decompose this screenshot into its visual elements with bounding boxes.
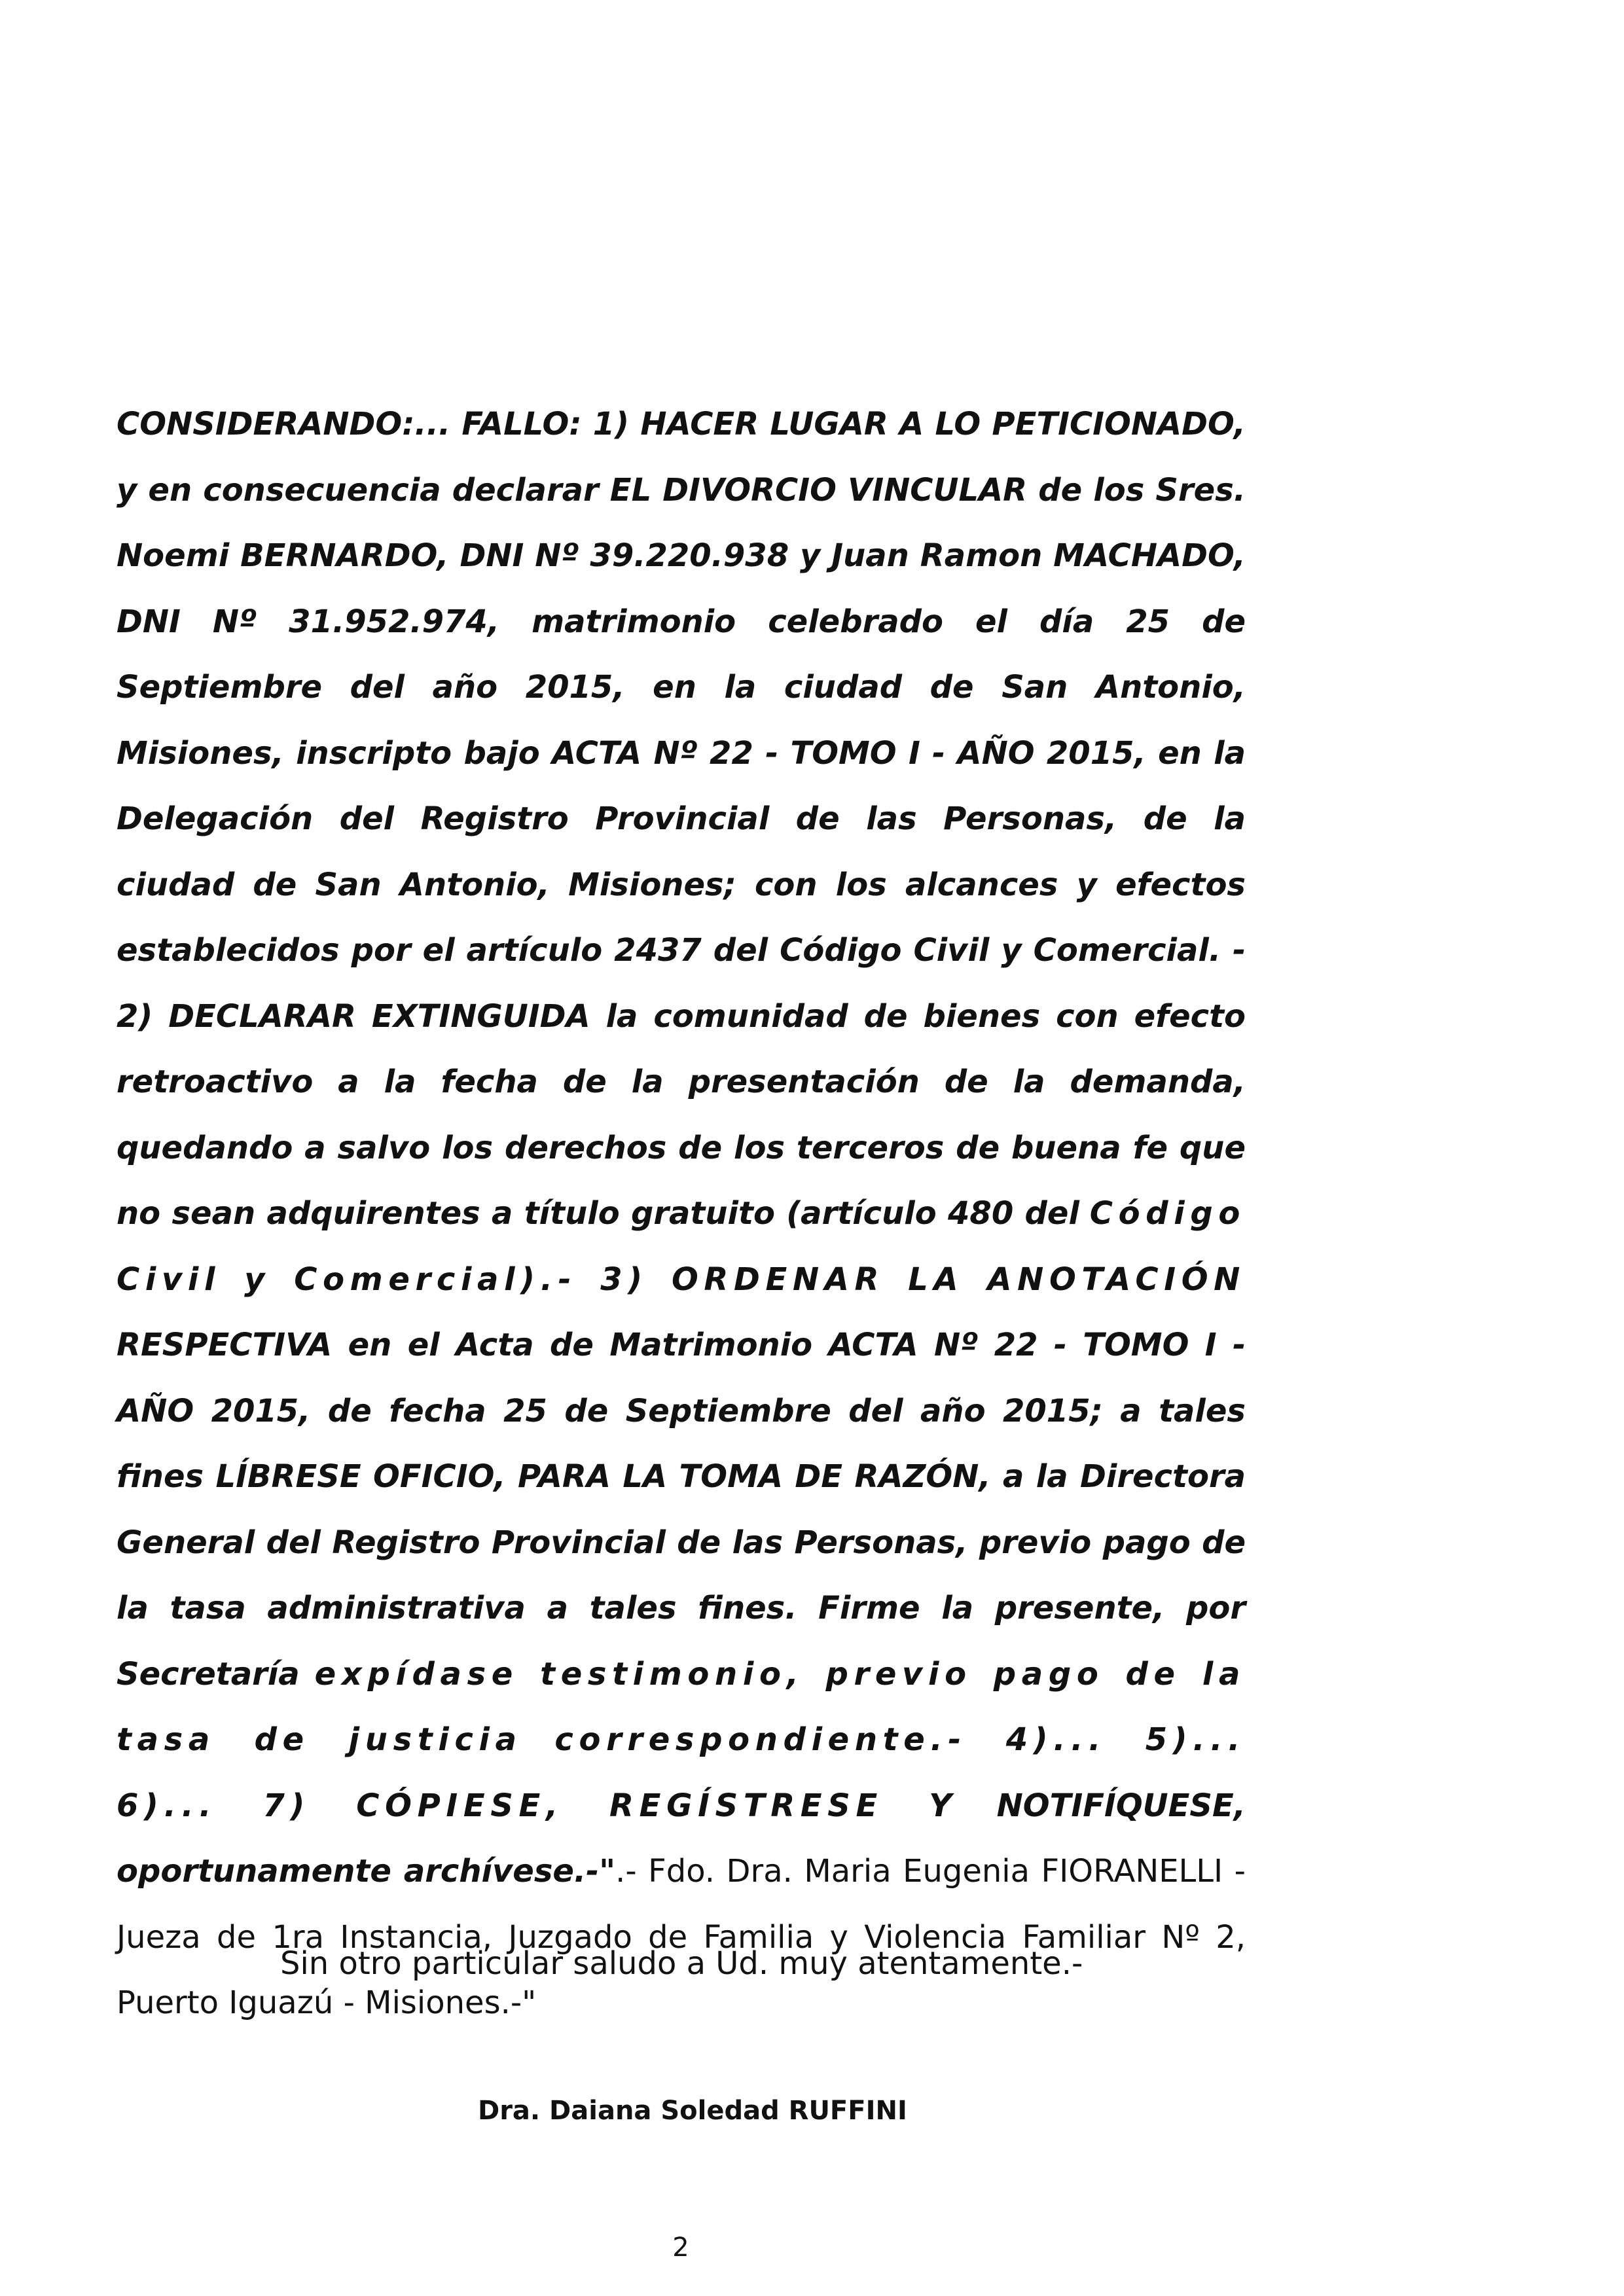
ruling-text-spaced-line-1: Código Civil y Comercial).- 3) ORDENAR LA ANOTACIÓN	[117, 1195, 1246, 1298]
ruling-text-spaced-line-2: expídase testimonio, previo pago de la tasa de justicia	[117, 1655, 1246, 1758]
ruling-text-block-2: RESPECTIVA en el Acta de Matrimonio ACTA Nº 22 - TOMO I - AÑO 2015, de fecha 25 de Septiembre del año 2015; a tales fines LÍBRESE OFICIO, PARA LA TOMA DE RAZÓN, a la Directora General del Registro Provincial de las Personas, previo pago de la tasa administrativa a tales fines. Firme la presente, por Secretaría	[117, 1327, 1246, 1693]
ruling-paragraph	[117, 391, 1246, 2036]
page-number: 2	[672, 2233, 689, 2263]
closing-line: Sin otro particular saludo a Ud. muy atentamente.-	[280, 1945, 1083, 1982]
ruling-text-block-3: NOTIFÍQUESE, oportunamente archívese.-"	[117, 1787, 1246, 1890]
ruling-text-block-1: CONSIDERANDO:... FALLO: 1) HACER LUGAR A LO PETICIONADO, y en consecuencia declarar EL DIVORCIO VINCULAR de los Sres. Noemi BERNARDO, DNI Nº 39.220.938 y Juan Ramon MACHADO, DNI Nº 31.952.974, matrimonio celebrado el día 25 de Septiembre del año 2015, en la ciudad de San Antonio, Misiones, inscripto bajo ACTA Nº 22 - TOMO I - AÑO 2015, en la Delegación del Registro Provincial de las Personas, de la ciudad de San Antonio, Misiones; con los alcances y efectos establecidos por el artículo 2437 del Código Civil y Comercial. - 2) DECLARAR EXTINGUIDA la comunidad de bienes con efecto retroactivo a la fecha de la presentación de la demanda, quedando a salvo los derechos de los terceros de buena fe que no sean adquirentes a título gratuito (artículo 480 del	[117, 406, 1246, 1232]
signature-note: .- Fdo. Dra. Maria Eugenia FIORANELLI - Jueza de 1ra Instancia, Juzgado de Familia y Violencia Familiar Nº 2, Puerto Iguazú - Misiones.-"	[117, 1853, 1246, 2021]
signer-name: Dra. Daiana Soledad RUFFINI	[478, 2096, 907, 2126]
ruling-text-spaced-line-3: correspondiente.- 4)... 5)... 6)... 7) CÓPIESE, REGÍSTRESE Y	[117, 1721, 1246, 1824]
